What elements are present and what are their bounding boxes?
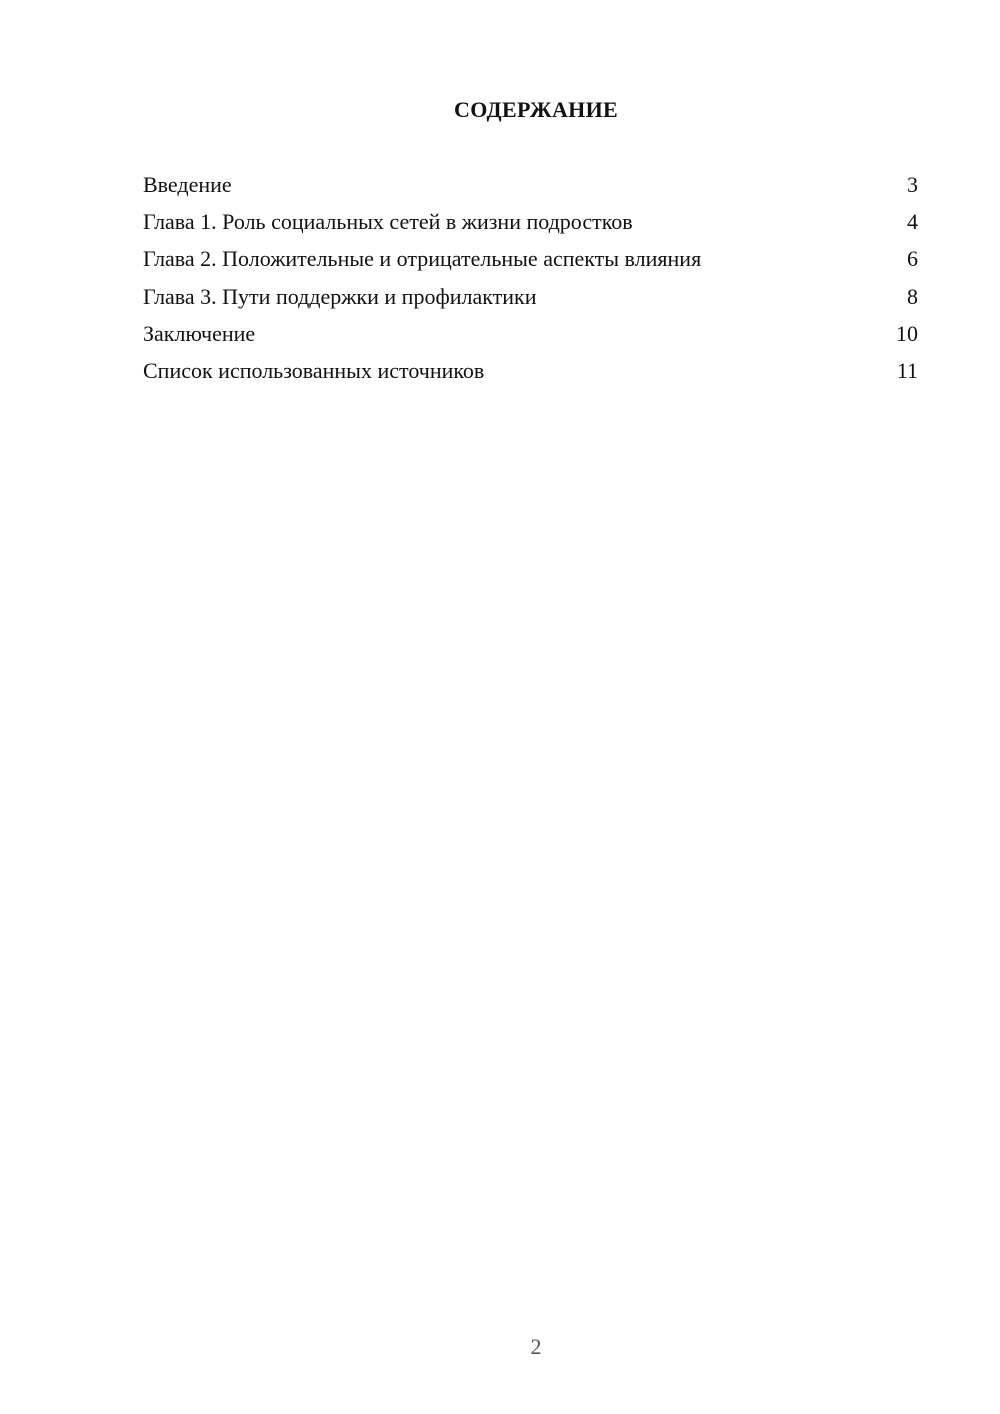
page-number: 2: [530, 1334, 542, 1359]
toc-entry-label: Глава 2. Положительные и отрицательные аспекты влияния: [143, 246, 702, 272]
toc-entry-chapter-1: [143, 207, 918, 244]
toc-entry-label: Глава 1. Роль социальных сетей в жизни подростков: [143, 209, 633, 235]
toc-entry-label: Введение: [143, 172, 232, 197]
toc-entry-page: 8: [907, 283, 918, 309]
toc-entry-page: 11: [896, 357, 918, 383]
toc-entry-conclusion: [143, 319, 918, 356]
toc-entry-label: Заключение: [143, 320, 256, 346]
toc-entry-label: Список использованных источников: [143, 357, 485, 383]
toc-entry-page: 4: [907, 209, 918, 235]
toc-entry-chapter-3: [143, 282, 918, 319]
toc-entry-page: 3: [907, 172, 918, 197]
toc-title: СОДЕРЖАНИЕ: [454, 97, 618, 122]
toc-entry-chapter-2: [143, 244, 918, 281]
toc-entry-introduction: [143, 170, 918, 207]
table-of-contents: [143, 170, 918, 393]
toc-entry-references: [143, 356, 918, 393]
toc-entry-page: 6: [907, 246, 918, 272]
toc-entry-label: Глава 3. Пути поддержки и профилактики: [143, 283, 537, 309]
toc-entry-page: 10: [896, 320, 918, 346]
